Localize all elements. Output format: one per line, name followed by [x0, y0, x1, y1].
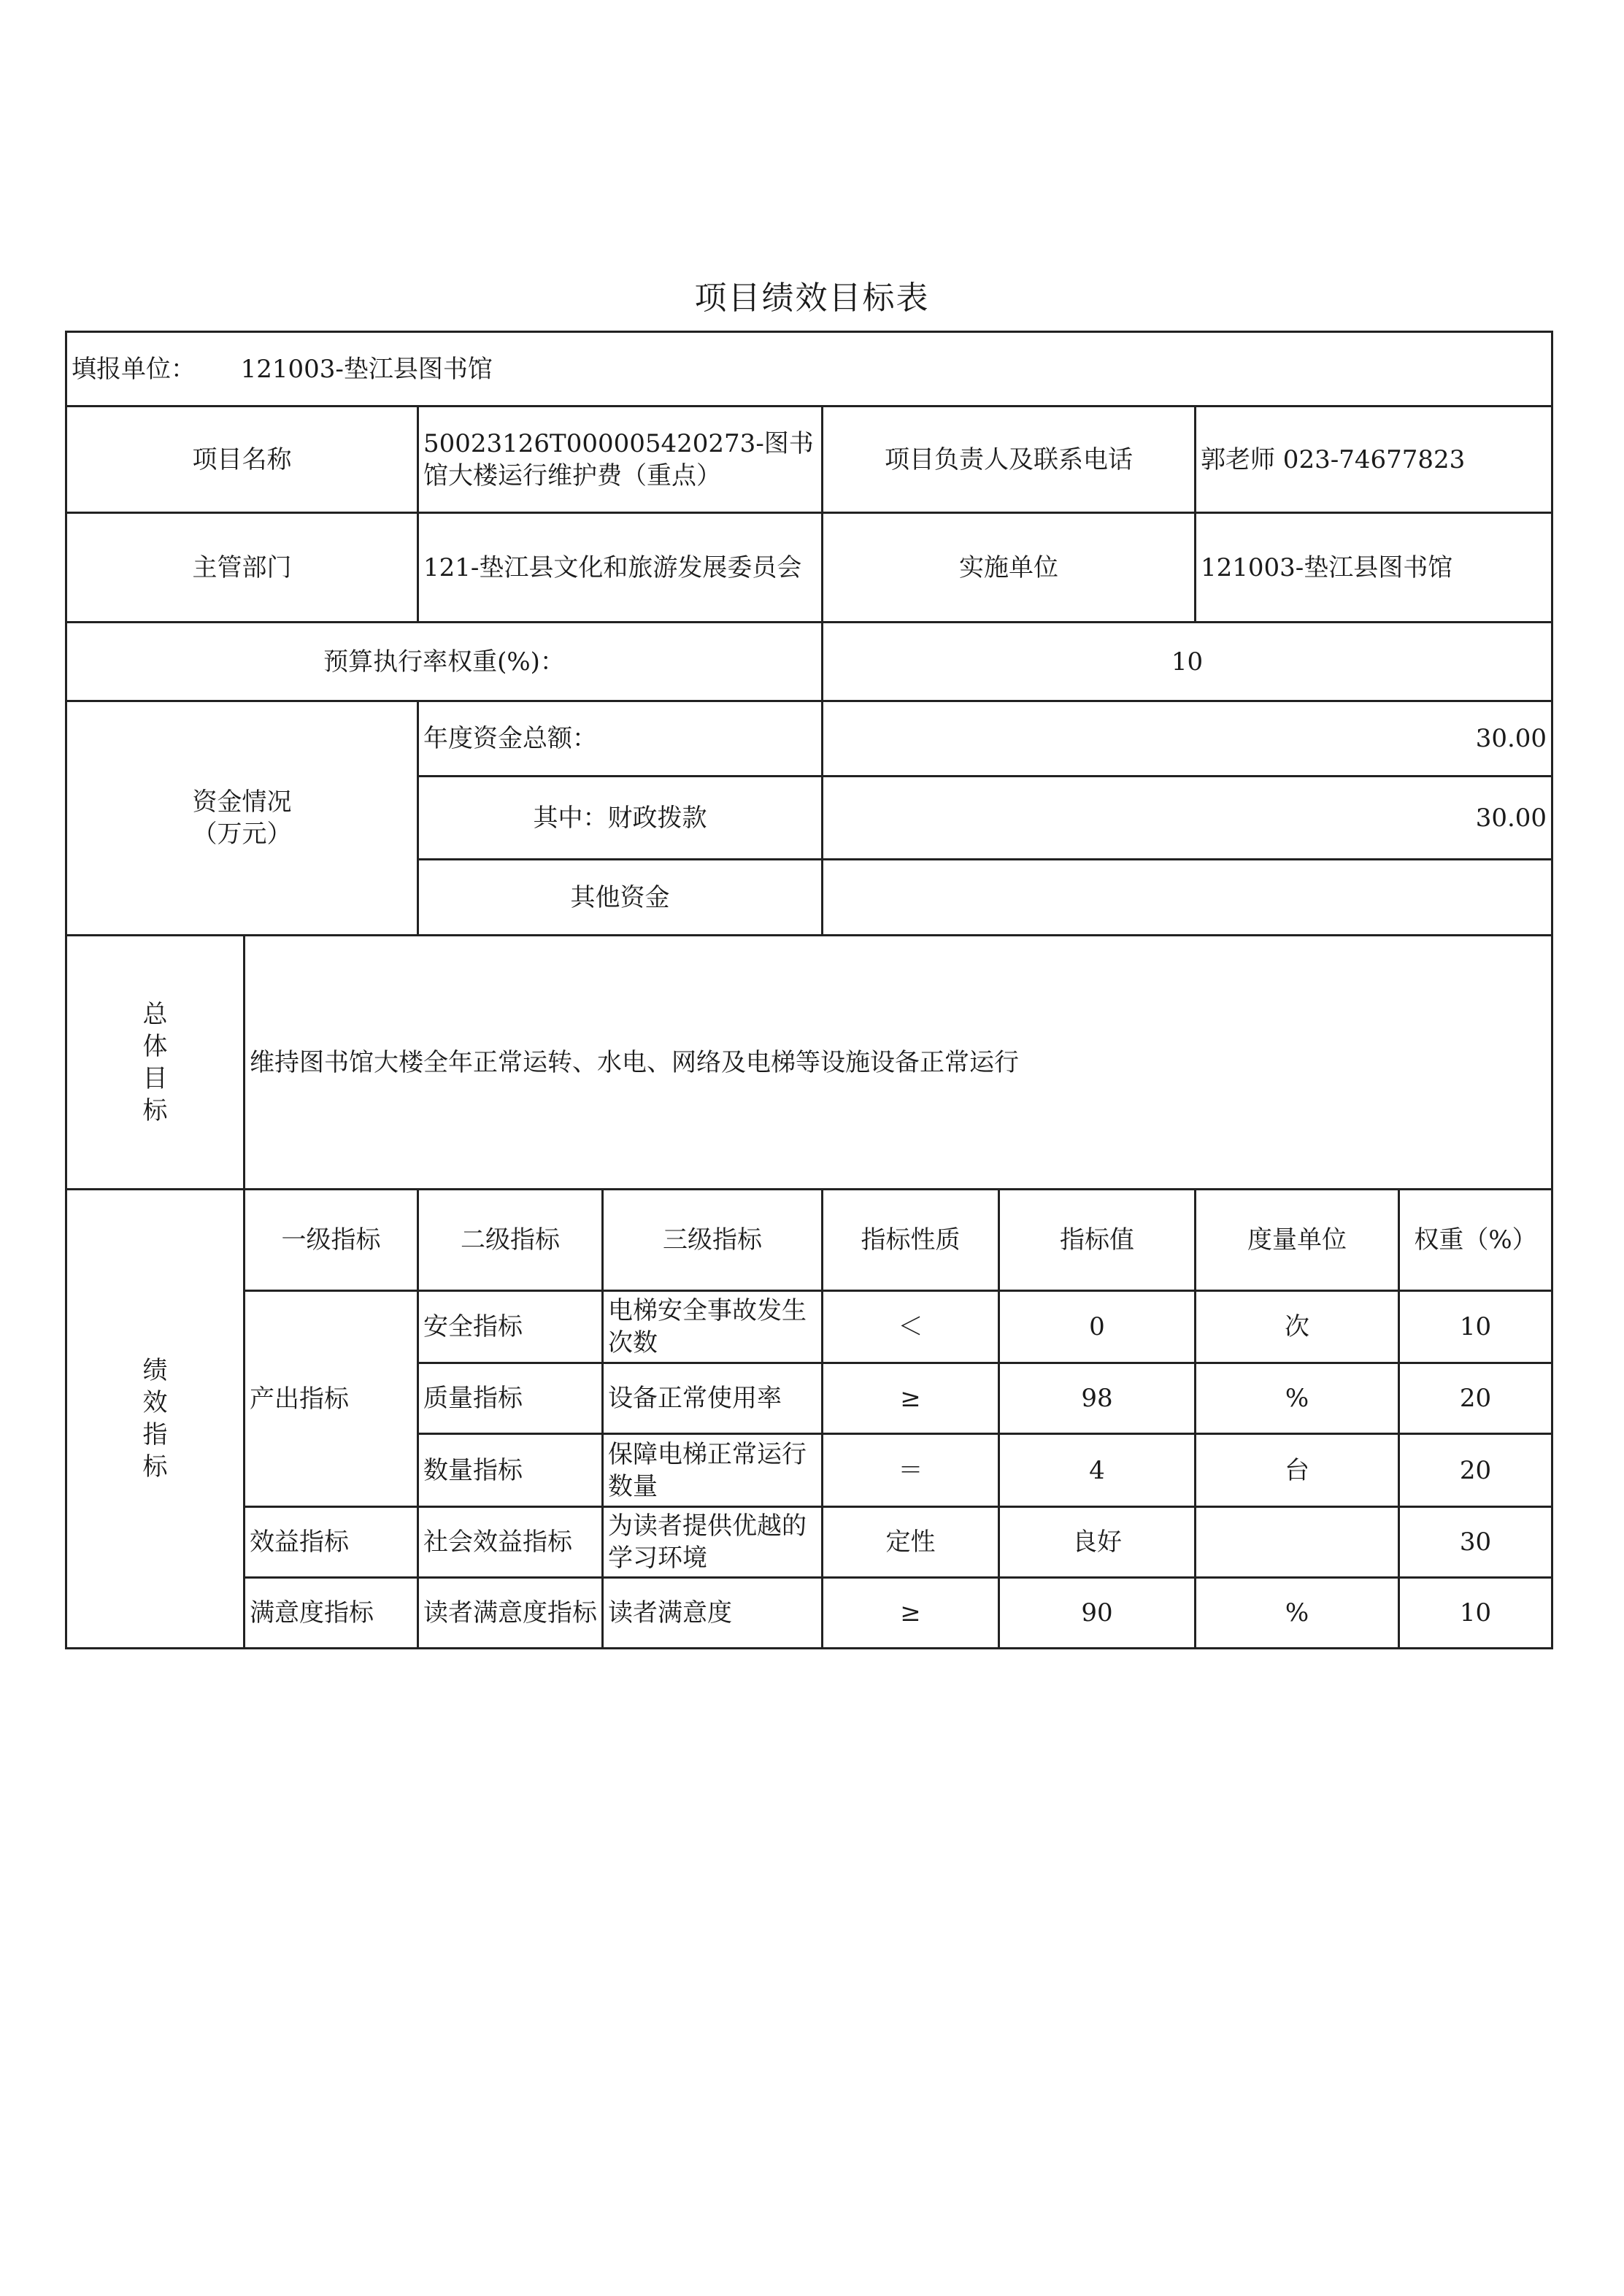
level2-cell: 社会效益指标 [418, 1507, 603, 1578]
overall-goal-label-char: 标 [142, 1095, 168, 1125]
nature-cell: ＜ [823, 1291, 999, 1363]
header-nature: 指标性质 [823, 1190, 999, 1291]
implementer-label: 实施单位 [823, 513, 1196, 623]
unit-cell: % [1196, 1363, 1399, 1434]
indicators-label [66, 1190, 245, 1649]
project-manager-value: 郭老师 023-74677823 [1196, 407, 1552, 513]
implementer-value: 121003-垫江县图书馆 [1196, 513, 1552, 623]
unit-cell: 次 [1196, 1291, 1399, 1363]
nature-cell: ≥ [823, 1578, 999, 1649]
value-cell: 90 [999, 1578, 1196, 1649]
funds-label-line1: 资金情况 [192, 787, 292, 817]
department-value: 121-垫江县文化和旅游发展委员会 [418, 513, 823, 623]
header-weight: 权重（%） [1399, 1190, 1552, 1291]
indicators-label-char: 指 [142, 1420, 168, 1449]
unit-cell [1196, 1507, 1399, 1578]
project-manager-label: 项目负责人及联系电话 [823, 407, 1196, 513]
project-name-label: 项目名称 [66, 407, 418, 513]
project-name-value: 50023126T000005420273-图书馆大楼运行维护费（重点） [418, 407, 823, 513]
funds-other-label: 其他资金 [418, 860, 823, 936]
header-level1: 一级指标 [245, 1190, 418, 1291]
department-label: 主管部门 [66, 513, 418, 623]
funds-total-row [66, 701, 1552, 777]
funds-label [66, 701, 418, 936]
header-level2: 二级指标 [418, 1190, 603, 1291]
level2-cell: 安全指标 [418, 1291, 603, 1363]
weight-cell: 10 [1399, 1291, 1552, 1363]
indicators-label-char: 绩 [142, 1356, 168, 1385]
filing-unit-value: 121003-垫江县图书馆 [240, 354, 493, 384]
unit-cell: 台 [1196, 1434, 1399, 1507]
filing-unit-cell [66, 332, 1552, 407]
funds-fiscal-value: 30.00 [823, 777, 1552, 860]
level1-cell: 产出指标 [245, 1291, 418, 1507]
funds-total-label: 年度资金总额： [418, 701, 823, 777]
nature-cell: ≥ [823, 1363, 999, 1434]
department-row [66, 513, 1552, 623]
weight-cell: 10 [1399, 1578, 1552, 1649]
unit-cell: % [1196, 1578, 1399, 1649]
indicators-label-char: 标 [142, 1452, 168, 1482]
overall-goal-label-char: 总 [142, 999, 168, 1029]
level2-cell: 读者满意度指标 [418, 1578, 603, 1649]
level3-cell: 保障电梯正常运行数量 [603, 1434, 823, 1507]
level3-cell: 设备正常使用率 [603, 1363, 823, 1434]
nature-cell: ＝ [823, 1434, 999, 1507]
indicator-row [66, 1578, 1552, 1649]
indicator-header-row [66, 1190, 1552, 1291]
budget-weight-label: 预算执行率权重(%)： [66, 623, 823, 701]
level1-cell: 效益指标 [245, 1507, 418, 1578]
level1-cell: 满意度指标 [245, 1578, 418, 1649]
level3-cell: 电梯安全事故发生次数 [603, 1291, 823, 1363]
funds-other-value [823, 860, 1552, 936]
level3-cell: 为读者提供优越的学习环境 [603, 1507, 823, 1578]
header-value: 指标值 [999, 1190, 1196, 1291]
overall-goal-label-char: 体 [142, 1031, 168, 1061]
level3-cell: 读者满意度 [603, 1578, 823, 1649]
value-cell: 良好 [999, 1507, 1196, 1578]
value-cell: 4 [999, 1434, 1196, 1507]
budget-weight-value: 10 [823, 623, 1552, 701]
nature-cell: 定性 [823, 1507, 999, 1578]
indicators-label-char: 效 [142, 1388, 168, 1417]
overall-goal-text: 维持图书馆大楼全年正常运转、水电、网络及电梯等设施设备正常运行 [245, 936, 1552, 1190]
weight-cell: 20 [1399, 1434, 1552, 1507]
level2-cell: 质量指标 [418, 1363, 603, 1434]
page-title: 项目绩效目标表 [694, 280, 930, 317]
filing-unit-row [66, 332, 1552, 407]
value-cell: 98 [999, 1363, 1196, 1434]
project-name-row [66, 407, 1552, 513]
overall-goal-row [66, 936, 1552, 1190]
header-unit: 度量单位 [1196, 1190, 1399, 1291]
overall-goal-label-char: 目 [142, 1063, 168, 1093]
budget-weight-row [66, 623, 1552, 701]
funds-total-value: 30.00 [823, 701, 1552, 777]
overall-goal-label [66, 936, 245, 1190]
indicator-row [66, 1291, 1552, 1363]
level2-cell: 数量指标 [418, 1434, 603, 1507]
weight-cell: 30 [1399, 1507, 1552, 1578]
performance-goal-table [65, 331, 1553, 1649]
funds-label-line2: （万元） [192, 820, 292, 849]
header-level3: 三级指标 [603, 1190, 823, 1291]
indicator-row [66, 1507, 1552, 1578]
funds-fiscal-label: 其中：财政拨款 [418, 777, 823, 860]
filing-unit-label: 填报单位： [72, 354, 196, 384]
value-cell: 0 [999, 1291, 1196, 1363]
weight-cell: 20 [1399, 1363, 1552, 1434]
